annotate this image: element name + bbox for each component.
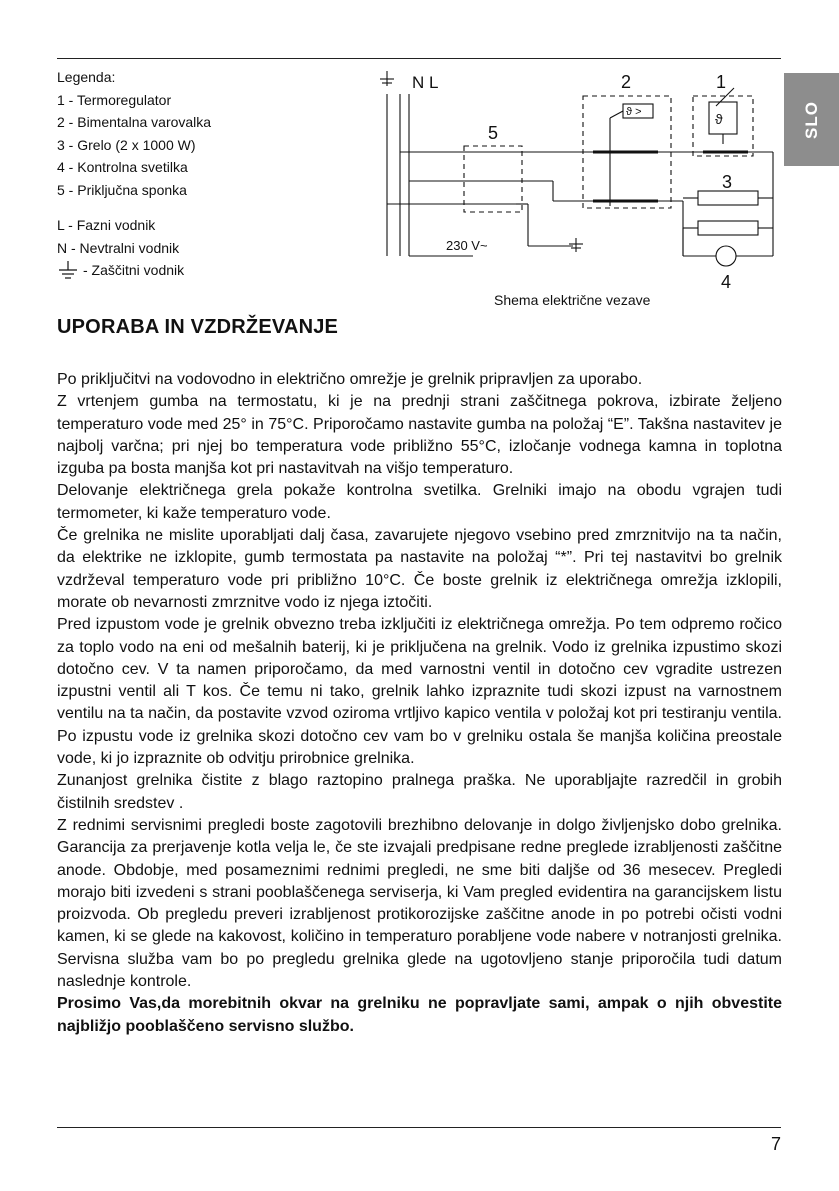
diagram-label-2: 2	[621, 72, 632, 92]
diagram-label-3: 3	[722, 172, 733, 192]
paragraph: Z vrtenjem gumba na termostatu, ki je na prednji strani zaščitnega pokrova, izbirate željeno temperaturo vode med 25° in 75°C. Priporočamo nastavite gumba na položaj “E”. Takšna nastavitev je najbolj varčna; pri njej bo temperatura vode približno 55°C, izločanje vodnega kamna in toplotna izguba pa bosta manjša kot pri nastavitvah na višjo temperaturo.	[57, 393, 782, 478]
conductor-phase: L - Fazni vodnik	[57, 217, 156, 233]
diagram-label-1: 1	[716, 72, 727, 92]
language-tab-label: SLO	[801, 100, 821, 139]
paragraph: Z rednimi servisnimi pregledi boste zagotovili brezhibno delovanje in dolgo življenjsko dobo grelnika. Garancija za prerjavenje kotla velja le, če ste izvajali predpisane redne preglede izrabljenosti zaščitne anode. Obdobje, med posameznimi rednimi pregledi, ne sme biti daljše od 36 mesecev. Pregledi morajo biti izvedeni s strani pooblaščenega serviserja, ki Vam pregled evidentira na garancijskem listu proizvoda. Ob pregledu preveri izrabljenost protikorozijske zaščitne anode in po potrebi očisti vodni kamen, ki se glede na kakovost, količino in temperaturo porabljene vode nabere v notranjosti grelnika. Servisna služba vam bo po pregledu grelnika glede na ugotovljeno stanje priporočila tudi datum naslednje kontrole.	[57, 816, 782, 991]
paragraph: Delovanje električnega grela pokaže kontrolna svetilka. Grelniki imajo na obodu vgrajen tudi termometer, ki kaže temperaturo vode.	[57, 482, 782, 522]
paragraph: Zunanjost grelnika čistite z blago raztopino pralnega praška. Ne uporabljajte razredčil in grobih čistilnih sredstev .	[57, 772, 782, 812]
language-tab	[784, 73, 839, 166]
diagram-label-4: 4	[721, 272, 732, 291]
legend-item: 5 - Priključna sponka	[57, 181, 187, 198]
conductor-earth	[57, 259, 211, 282]
paragraph: Po priključitvi na vodovodno in električno omrežje je grelnik pripravljen za uporabo.	[57, 371, 643, 388]
conductor-earth-label: - Zaščitni vodnik	[83, 262, 185, 278]
voltage-label: 230 V~	[446, 238, 488, 253]
page-number: 7	[770, 1134, 781, 1154]
section-heading: UPORABA IN VZDRŽEVANJE	[57, 316, 339, 338]
paragraph: Če grelnika ne mislite uporabljati dalj časa, zavarujete njegovo vsebino pred zmrznitvijo na ta način, da elektrike ne izklopite, gumb termostata pa nastavite na položaj “*”. Pri tej nastavitvi bo grelnik vzdrževal temperaturo vode pri približno 10°C. Če boste grelnik iz električnega omrežja izklopili, morate ob nevarnosti zmrznitve vodo iz njega iztočiti.	[57, 527, 782, 611]
conductor-neutral: N - Nevtralni vodnik	[57, 239, 180, 256]
legend-item: 3 - Grelo (2 x 1000 W)	[57, 136, 196, 153]
legend-title: Legenda:	[57, 69, 116, 85]
top-rule	[57, 58, 781, 59]
body-text	[57, 369, 782, 1038]
bimetal-symbol: ϑ >	[626, 106, 642, 118]
diagram-label-5: 5	[488, 123, 499, 143]
thermostat-symbol: ϑ	[715, 111, 723, 127]
warning-note: Prosimo Vas,da morebitnih okvar na grelniku ne popravljate sami, ampak o njih obvestite najbližjo pooblaščeno servisno službo.	[57, 995, 782, 1035]
legend	[57, 66, 211, 282]
diagram-caption: Shema električne vezave	[494, 292, 651, 308]
terminal-labels: N L	[412, 73, 439, 92]
wiring-diagram	[378, 66, 783, 291]
paragraph: Pred izpustom vode je grelnik obvezno treba izključiti iz električnega omrežja. Po tem odpremo ročico za toplo vodo na eni od mešalnih baterij, ki je priključena na grelnik. Vodo iz grelnika izpustimo skozi dotočno cev. V ta namen priporočamo, da med varnostni ventil in dotočno cev vgradite ustrezen izpustni ventil ali T kos. Če temu ni tako, grelnik lahko izpraznite tudi skozi izpust na varnostnem ventilu na ta način, da postavite vzvod oziroma vrtljivo kapico ventila v položaj kot pri testiranju ventila. Po izpustu vode iz grelnika skozi dotočno cev vam bo v grelniku ostala še manjša količina preostale vode, ki jo izpraznite ob odvitju prirobnice grelnika.	[57, 616, 782, 768]
bottom-rule	[57, 1127, 781, 1128]
earth-icon	[57, 261, 79, 281]
legend-item: 1 - Termoregulator	[57, 91, 172, 108]
legend-item: 2 - Bimentalna varovalka	[57, 114, 212, 130]
legend-item: 4 - Kontrolna svetilka	[57, 159, 188, 175]
